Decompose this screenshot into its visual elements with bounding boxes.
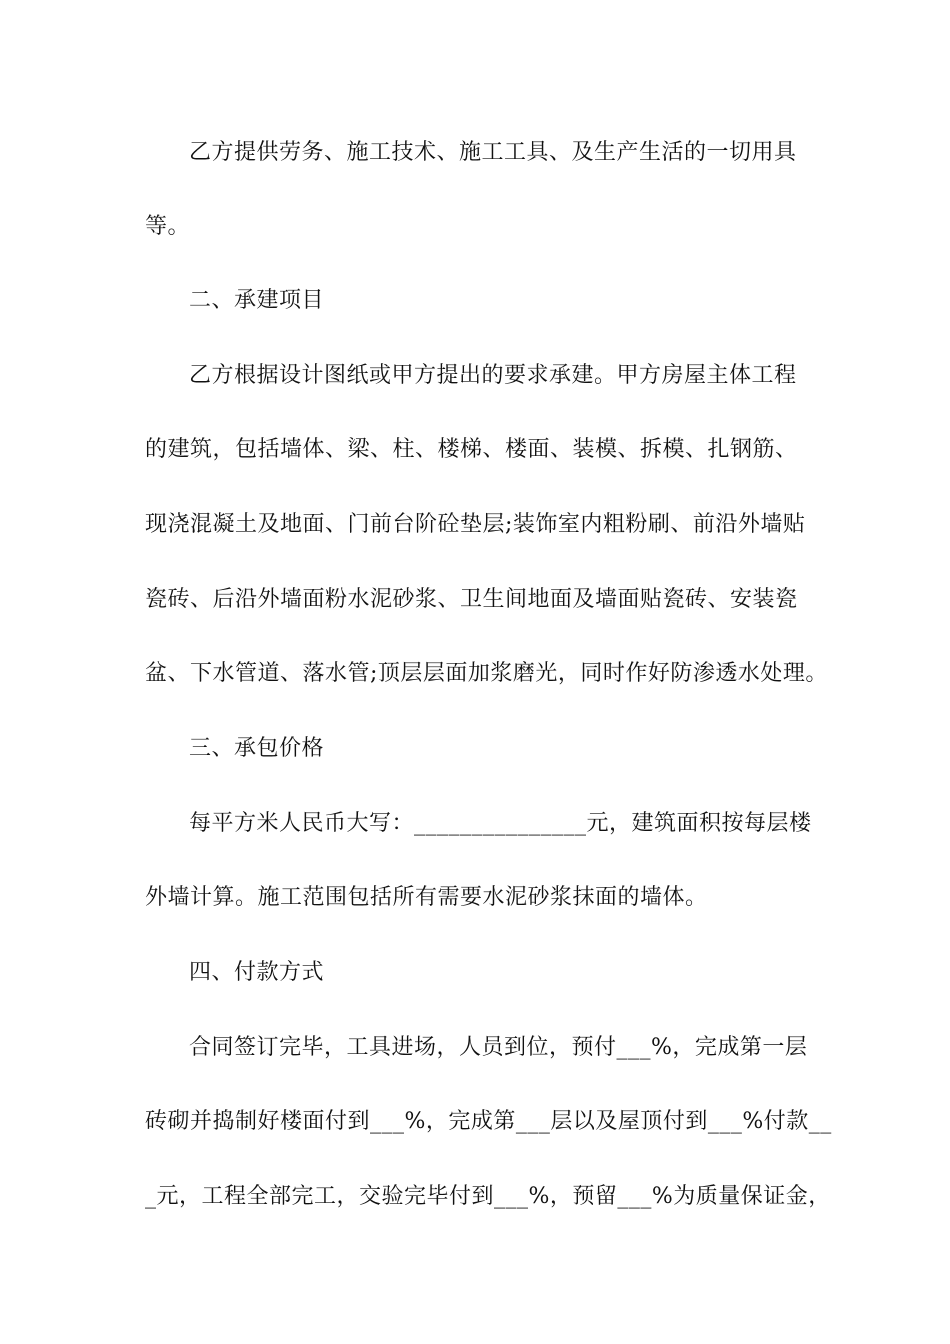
section-heading: 四、付款方式 — [189, 960, 325, 985]
paragraph-line: 的建筑，包括墙体、梁、柱、楼梯、楼面、装模、拆模、扎钢筋、 — [145, 437, 798, 462]
paragraph-line: 瓷砖、后沿外墙面粉水泥砂浆、卫生间地面及墙面贴瓷砖、安装瓷 — [145, 587, 798, 612]
paragraph-line: 合同签订完毕，工具进场，人员到位，预付___%，完成第一层 — [189, 1035, 808, 1060]
section-heading: 二、承建项目 — [189, 288, 325, 313]
paragraph-line: 乙方提供劳务、施工技术、施工工具、及生产生活的一切用具 — [189, 140, 797, 165]
paragraph-line: 乙方根据设计图纸或甲方提出的要求承建。甲方房屋主体工程 — [189, 363, 797, 388]
paragraph-line: 现浇混凝土及地面、门前台阶砼垫层;装饰室内粗粉刷、前沿外墙贴 — [145, 512, 806, 537]
paragraph-line: 外墙计算。施工范围包括所有需要水泥砂浆抹面的墙体。 — [145, 885, 708, 910]
paragraph-line: 每平方米人民币大写：_______________元，建筑面积按每层楼 — [189, 811, 812, 836]
paragraph-line: 等。 — [145, 214, 191, 239]
paragraph-line: 砖砌并捣制好楼面付到___%，完成第___层以及屋顶付到___%付款__ — [145, 1109, 832, 1134]
paragraph-line: _元，工程全部完工，交验完毕付到___%，预留___%为质量保证金， — [145, 1184, 831, 1209]
paragraph-line: 盆、下水管道、落水管;顶层层面加浆磨光，同时作好防渗透水处理。 — [145, 661, 828, 686]
section-heading: 三、承包价格 — [189, 736, 325, 761]
